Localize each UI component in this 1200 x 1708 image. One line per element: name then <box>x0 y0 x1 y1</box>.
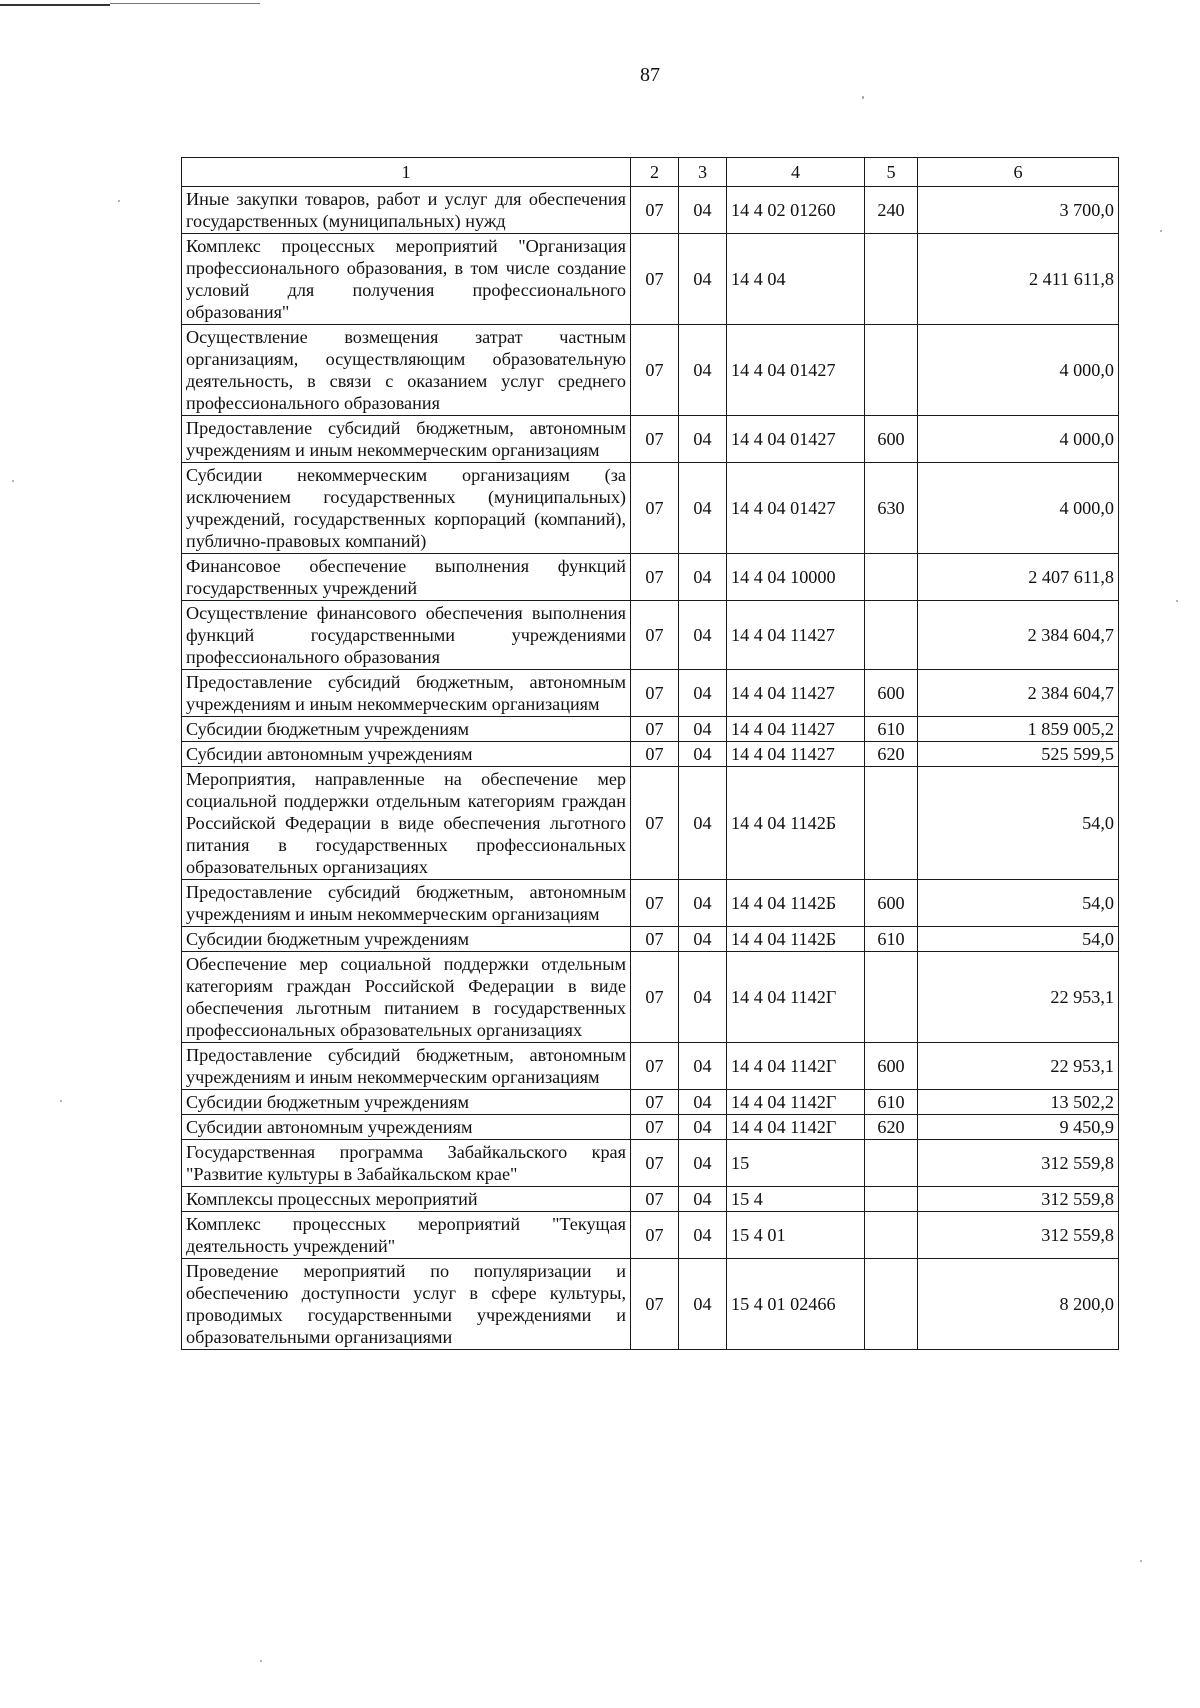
row-code-cell: 14 4 04 11427 <box>727 601 865 670</box>
row-code-cell: 14 4 04 1142Г <box>727 952 865 1043</box>
row-amount-cell: 4 000,0 <box>918 416 1119 463</box>
row-code-cell: 14 4 04 1142Г <box>727 1090 865 1115</box>
row-section-cell: 07 <box>631 463 679 554</box>
row-subsection-cell: 04 <box>679 1115 727 1140</box>
row-amount-cell: 54,0 <box>918 767 1119 880</box>
page-number: 87 <box>640 64 660 86</box>
row-code-cell: 14 4 04 1142Б <box>727 767 865 880</box>
table-row <box>182 1212 1119 1259</box>
row-type-cell: 240 <box>865 187 918 234</box>
table-row <box>182 952 1119 1043</box>
row-name-cell: Финансовое обеспечение выполнения функций государственных учреждений <box>182 554 631 601</box>
row-subsection-cell: 04 <box>679 554 727 601</box>
row-amount-cell: 312 559,8 <box>918 1140 1119 1187</box>
row-section-cell: 07 <box>631 554 679 601</box>
row-amount-cell: 3 700,0 <box>918 187 1119 234</box>
row-name-cell: Государственная программа Забайкальского края "Развитие культуры в Забайкальском крае" <box>182 1140 631 1187</box>
row-amount-cell: 9 450,9 <box>918 1115 1119 1140</box>
row-name-cell: Предоставление субсидий бюджетным, автономным учреждениям и иным некоммерческим организациям <box>182 416 631 463</box>
scan-speck <box>1160 230 1162 232</box>
row-code-cell: 14 4 04 1142Б <box>727 927 865 952</box>
row-section-cell: 07 <box>631 1090 679 1115</box>
row-section-cell: 07 <box>631 742 679 767</box>
row-amount-cell: 1 859 005,2 <box>918 717 1119 742</box>
row-amount-cell: 22 953,1 <box>918 1043 1119 1090</box>
table-row <box>182 1090 1119 1115</box>
row-amount-cell: 2 407 611,8 <box>918 554 1119 601</box>
row-type-cell <box>865 325 918 416</box>
row-amount-cell: 8 200,0 <box>918 1259 1119 1350</box>
row-subsection-cell: 04 <box>679 1140 727 1187</box>
row-code-cell: 14 4 02 01260 <box>727 187 865 234</box>
row-name-cell: Субсидии бюджетным учреждениям <box>182 1090 631 1115</box>
row-subsection-cell: 04 <box>679 742 727 767</box>
row-amount-cell: 2 384 604,7 <box>918 670 1119 717</box>
row-subsection-cell: 04 <box>679 1043 727 1090</box>
row-name-cell: Комплекс процессных мероприятий "Текущая деятельность учреждений" <box>182 1212 631 1259</box>
row-subsection-cell: 04 <box>679 1187 727 1212</box>
row-subsection-cell: 04 <box>679 880 727 927</box>
row-type-cell: 600 <box>865 880 918 927</box>
scan-speck <box>60 1100 62 1102</box>
row-subsection-cell: 04 <box>679 416 727 463</box>
row-name-cell: Субсидии автономным учреждениям <box>182 1115 631 1140</box>
row-name-cell: Субсидии бюджетным учреждениям <box>182 717 631 742</box>
table-row <box>182 1187 1119 1212</box>
row-subsection-cell: 04 <box>679 601 727 670</box>
table-row <box>182 234 1119 325</box>
scan-top-rule-thin <box>110 3 260 4</box>
row-section-cell: 07 <box>631 1212 679 1259</box>
row-name-cell: Обеспечение мер социальной поддержки отдельным категориям граждан Российской Федерации в виде обеспечения льготным питанием в государственных профессиональных образовательных организациях <box>182 952 631 1043</box>
row-type-cell <box>865 1259 918 1350</box>
column-header-expense-type: 5 <box>865 158 918 187</box>
row-code-cell: 14 4 04 1142Б <box>727 880 865 927</box>
row-subsection-cell: 04 <box>679 952 727 1043</box>
row-subsection-cell: 04 <box>679 325 727 416</box>
row-code-cell: 14 4 04 01427 <box>727 463 865 554</box>
row-code-cell: 14 4 04 <box>727 234 865 325</box>
table-row <box>182 670 1119 717</box>
row-type-cell: 600 <box>865 670 918 717</box>
row-name-cell: Осуществление финансового обеспечения выполнения функций государственными учреждениями профессионального образования <box>182 601 631 670</box>
table-row <box>182 1140 1119 1187</box>
table-row <box>182 927 1119 952</box>
row-section-cell: 07 <box>631 767 679 880</box>
row-section-cell: 07 <box>631 880 679 927</box>
table-body <box>182 187 1119 1350</box>
row-name-cell: Предоставление субсидий бюджетным, автономным учреждениям и иным некоммерческим организациям <box>182 670 631 717</box>
table-row <box>182 601 1119 670</box>
row-amount-cell: 54,0 <box>918 927 1119 952</box>
row-amount-cell: 2 384 604,7 <box>918 601 1119 670</box>
row-subsection-cell: 04 <box>679 1259 727 1350</box>
row-subsection-cell: 04 <box>679 767 727 880</box>
scan-speck <box>1140 1560 1142 1562</box>
row-code-cell: 14 4 04 01427 <box>727 325 865 416</box>
row-section-cell: 07 <box>631 234 679 325</box>
row-section-cell: 07 <box>631 601 679 670</box>
row-name-cell: Предоставление субсидий бюджетным, автономным учреждениям и иным некоммерческим организациям <box>182 1043 631 1090</box>
row-code-cell: 14 4 04 11427 <box>727 742 865 767</box>
row-type-cell: 620 <box>865 742 918 767</box>
row-type-cell: 610 <box>865 1090 918 1115</box>
row-type-cell: 600 <box>865 1043 918 1090</box>
row-section-cell: 07 <box>631 1187 679 1212</box>
table-row <box>182 187 1119 234</box>
scan-top-rule <box>0 4 110 6</box>
scan-speck <box>118 200 120 202</box>
table-row <box>182 767 1119 880</box>
table-row <box>182 1259 1119 1350</box>
row-type-cell <box>865 554 918 601</box>
row-amount-cell: 22 953,1 <box>918 952 1119 1043</box>
row-code-cell: 14 4 04 1142Г <box>727 1115 865 1140</box>
row-section-cell: 07 <box>631 717 679 742</box>
row-code-cell: 15 4 01 <box>727 1212 865 1259</box>
row-subsection-cell: 04 <box>679 234 727 325</box>
row-type-cell <box>865 601 918 670</box>
row-code-cell: 14 4 04 11427 <box>727 717 865 742</box>
column-header-name: 1 <box>182 158 631 187</box>
row-name-cell: Комплекс процессных мероприятий "Организация профессионального образования, в том числе создание условий для получения профессионального образования" <box>182 234 631 325</box>
row-name-cell: Осуществление возмещения затрат частным организациям, осуществляющим образовательную деятельность, в связи с оказанием услуг среднего профессионального образования <box>182 325 631 416</box>
table-row <box>182 1043 1119 1090</box>
scan-speck <box>12 480 14 482</box>
table-row <box>182 325 1119 416</box>
row-section-cell: 07 <box>631 1140 679 1187</box>
row-code-cell: 14 4 04 1142Г <box>727 1043 865 1090</box>
budget-table <box>181 157 1119 1350</box>
scan-speck <box>1176 600 1178 602</box>
row-name-cell: Комплексы процессных мероприятий <box>182 1187 631 1212</box>
row-type-cell: 610 <box>865 717 918 742</box>
row-subsection-cell: 04 <box>679 463 727 554</box>
row-code-cell: 14 4 04 11427 <box>727 670 865 717</box>
table-row <box>182 880 1119 927</box>
row-name-cell: Субсидии некоммерческим организациям (за исключением государственных (муниципальных) учреждений, государственных корпораций (компаний), публично-правовых компаний) <box>182 463 631 554</box>
row-amount-cell: 2 411 611,8 <box>918 234 1119 325</box>
row-subsection-cell: 04 <box>679 187 727 234</box>
row-amount-cell: 525 599,5 <box>918 742 1119 767</box>
row-name-cell: Субсидии автономным учреждениям <box>182 742 631 767</box>
row-amount-cell: 312 559,8 <box>918 1187 1119 1212</box>
row-section-cell: 07 <box>631 1043 679 1090</box>
row-type-cell <box>865 1187 918 1212</box>
row-name-cell: Мероприятия, направленные на обеспечение мер социальной поддержки отдельным категориям граждан Российской Федерации в виде обеспечения льготного питания в государственных профессиональных образовательных организациях <box>182 767 631 880</box>
row-name-cell: Субсидии бюджетным учреждениям <box>182 927 631 952</box>
row-name-cell: Предоставление субсидий бюджетным, автономным учреждениям и иным некоммерческим организациям <box>182 880 631 927</box>
row-type-cell: 630 <box>865 463 918 554</box>
row-name-cell: Иные закупки товаров, работ и услуг для обеспечения государственных (муниципальных) нужд <box>182 187 631 234</box>
row-amount-cell: 13 502,2 <box>918 1090 1119 1115</box>
scan-speck <box>862 96 864 99</box>
row-amount-cell: 54,0 <box>918 880 1119 927</box>
row-code-cell: 15 4 <box>727 1187 865 1212</box>
row-type-cell <box>865 952 918 1043</box>
row-type-cell: 610 <box>865 927 918 952</box>
row-subsection-cell: 04 <box>679 670 727 717</box>
row-section-cell: 07 <box>631 1259 679 1350</box>
row-section-cell: 07 <box>631 670 679 717</box>
row-name-cell: Проведение мероприятий по популяризации и обеспечению доступности услуг в сфере культуры, проводимых государственными учреждениями и образовательными организациями <box>182 1259 631 1350</box>
table-row <box>182 742 1119 767</box>
table-row <box>182 416 1119 463</box>
row-amount-cell: 4 000,0 <box>918 463 1119 554</box>
row-type-cell <box>865 767 918 880</box>
table-row <box>182 717 1119 742</box>
row-type-cell <box>865 1140 918 1187</box>
row-section-cell: 07 <box>631 1115 679 1140</box>
row-amount-cell: 312 559,8 <box>918 1212 1119 1259</box>
column-header-amount: 6 <box>918 158 1119 187</box>
row-code-cell: 14 4 04 01427 <box>727 416 865 463</box>
row-type-cell: 600 <box>865 416 918 463</box>
table-row <box>182 554 1119 601</box>
column-header-subsection: 3 <box>679 158 727 187</box>
row-code-cell: 15 <box>727 1140 865 1187</box>
row-section-cell: 07 <box>631 187 679 234</box>
row-type-cell: 620 <box>865 1115 918 1140</box>
row-subsection-cell: 04 <box>679 927 727 952</box>
row-code-cell: 15 4 01 02466 <box>727 1259 865 1350</box>
row-code-cell: 14 4 04 10000 <box>727 554 865 601</box>
table-row <box>182 463 1119 554</box>
column-header-target-code: 4 <box>727 158 865 187</box>
row-section-cell: 07 <box>631 952 679 1043</box>
row-subsection-cell: 04 <box>679 717 727 742</box>
row-subsection-cell: 04 <box>679 1090 727 1115</box>
row-amount-cell: 4 000,0 <box>918 325 1119 416</box>
row-subsection-cell: 04 <box>679 1212 727 1259</box>
table-row <box>182 1115 1119 1140</box>
row-type-cell <box>865 234 918 325</box>
row-section-cell: 07 <box>631 416 679 463</box>
row-type-cell <box>865 1212 918 1259</box>
table-header-row <box>182 158 1119 187</box>
scan-speck <box>260 1660 262 1662</box>
column-header-section: 2 <box>631 158 679 187</box>
row-section-cell: 07 <box>631 325 679 416</box>
row-section-cell: 07 <box>631 927 679 952</box>
